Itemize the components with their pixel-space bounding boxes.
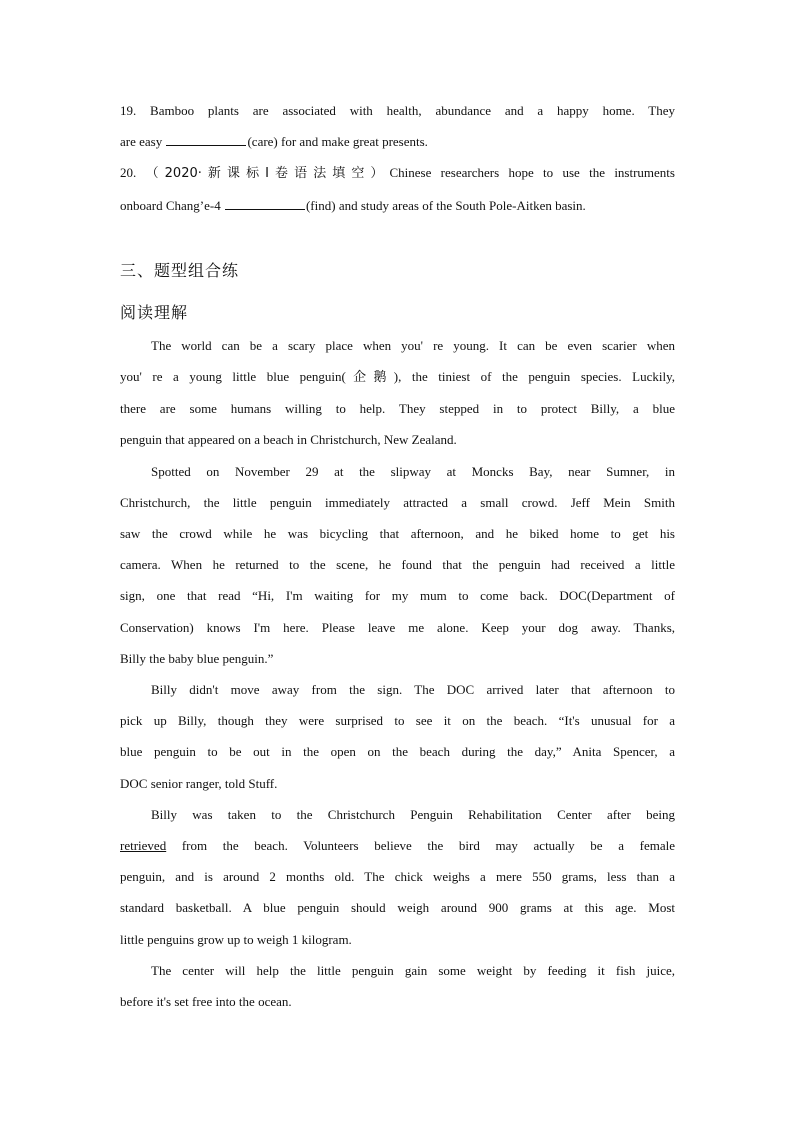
text-span: you' re a young little blue penguin( — [120, 369, 346, 385]
question-20-source: （2020·新课标Ⅰ卷语法填空） — [145, 166, 390, 182]
paragraph-line: penguin, and is around 2 months old. The chick weighs a mere 550 grams, less than a — [120, 869, 675, 885]
paragraph-line: little penguins grow up to weigh 1 kilogram. — [120, 931, 352, 947]
answer-blank-19[interactable] — [166, 133, 246, 146]
paragraph-line: sign, one that read “Hi, I'm waiting for my mum to come back. DOC(Department of — [120, 588, 675, 604]
question-19-text-after-blank: (care) for and make great presents. — [247, 134, 428, 150]
paragraph-line — [120, 830, 675, 861]
underlined-word: retrieved — [120, 838, 167, 854]
paragraph-line: before it's set free into the ocean. — [120, 994, 292, 1010]
question-20-text-after-blank: (find) and study areas of the South Pole-Aitken basin. — [305, 197, 586, 213]
question-20-text-before-blank: onboard Chang’e-4 — [120, 197, 224, 213]
question-20-line-2 — [120, 190, 675, 221]
chinese-gloss: 企鹅 — [345, 370, 394, 386]
passage-paragraph-2 — [120, 456, 675, 674]
paragraph-line: The center will help the little penguin gain some weight by feeding it fish juice, — [151, 962, 675, 978]
answer-blank-20[interactable] — [225, 197, 305, 210]
passage-paragraph-1 — [120, 330, 675, 456]
question-19-line-1: 19. Bamboo plants are associated with health, abundance and a happy home. They — [120, 103, 675, 118]
paragraph-line: Christchurch, the little penguin immediately attracted a small crowd. Jeff Mein Smith — [120, 494, 675, 510]
passage-paragraph-4 — [120, 799, 675, 955]
paragraph-line: blue penguin to be out in the open on the beach during the day,” Anita Spencer, a — [120, 744, 675, 760]
text-span: ), the tiniest of the penguin species. Luckily, — [393, 369, 675, 385]
subsection-title: 阅读理解 — [120, 302, 189, 322]
paragraph-line: there are some humans willing to help. They stepped in to protect Billy, a blue — [120, 401, 675, 417]
paragraph-line: Billy was taken to the Christchurch Penguin Rehabilitation Center after being — [151, 806, 675, 822]
paragraph-line: camera. When he returned to the scene, he found that the penguin had received a little — [120, 557, 675, 573]
paragraph-line: standard basketball. A blue penguin should weigh around 900 grams at this age. Most — [120, 900, 675, 916]
paragraph-line: Spotted on November 29 at the slipway at Moncks Bay, near Sumner, in — [151, 463, 675, 479]
question-19 — [120, 95, 675, 157]
paragraph-line: The world can be a scary place when you' re young. It can be even scarier when — [151, 337, 675, 353]
question-20-text: Chinese researchers hope to use the instruments — [389, 165, 675, 181]
paragraph-line: penguin that appeared on a beach in Christchurch, New Zealand. — [120, 432, 457, 448]
paragraph-line: DOC senior ranger, told Stuff. — [120, 775, 278, 791]
question-19-line-2 — [120, 126, 675, 157]
paragraph-line: pick up Billy, though they were surprised to see it on the beach. “It's unusual for a — [120, 713, 675, 729]
document-page — [120, 95, 675, 1017]
question-20-line-1 — [120, 157, 675, 189]
question-20 — [120, 157, 675, 220]
passage-paragraph-3 — [120, 674, 675, 799]
question-19-text-before-blank: are easy — [120, 134, 166, 150]
paragraph-line: Conservation) knows I'm here. Please leave me alone. Keep your dog away. Thanks, — [120, 619, 675, 635]
section-title: 三、题型组合练 — [120, 260, 240, 280]
paragraph-line: saw the crowd while he was bicycling that afternoon, and he biked home to get his — [120, 526, 675, 542]
question-20-number: 20. — [120, 165, 137, 181]
paragraph-line — [120, 361, 675, 393]
paragraph-line: Billy the baby blue penguin.” — [120, 650, 274, 666]
text-span: from the beach. Volunteers believe the bird may actually be a female — [166, 838, 675, 854]
paragraph-line: Billy didn't move away from the sign. The DOC arrived later that afternoon to — [151, 682, 675, 698]
passage-paragraph-5 — [120, 955, 675, 1017]
